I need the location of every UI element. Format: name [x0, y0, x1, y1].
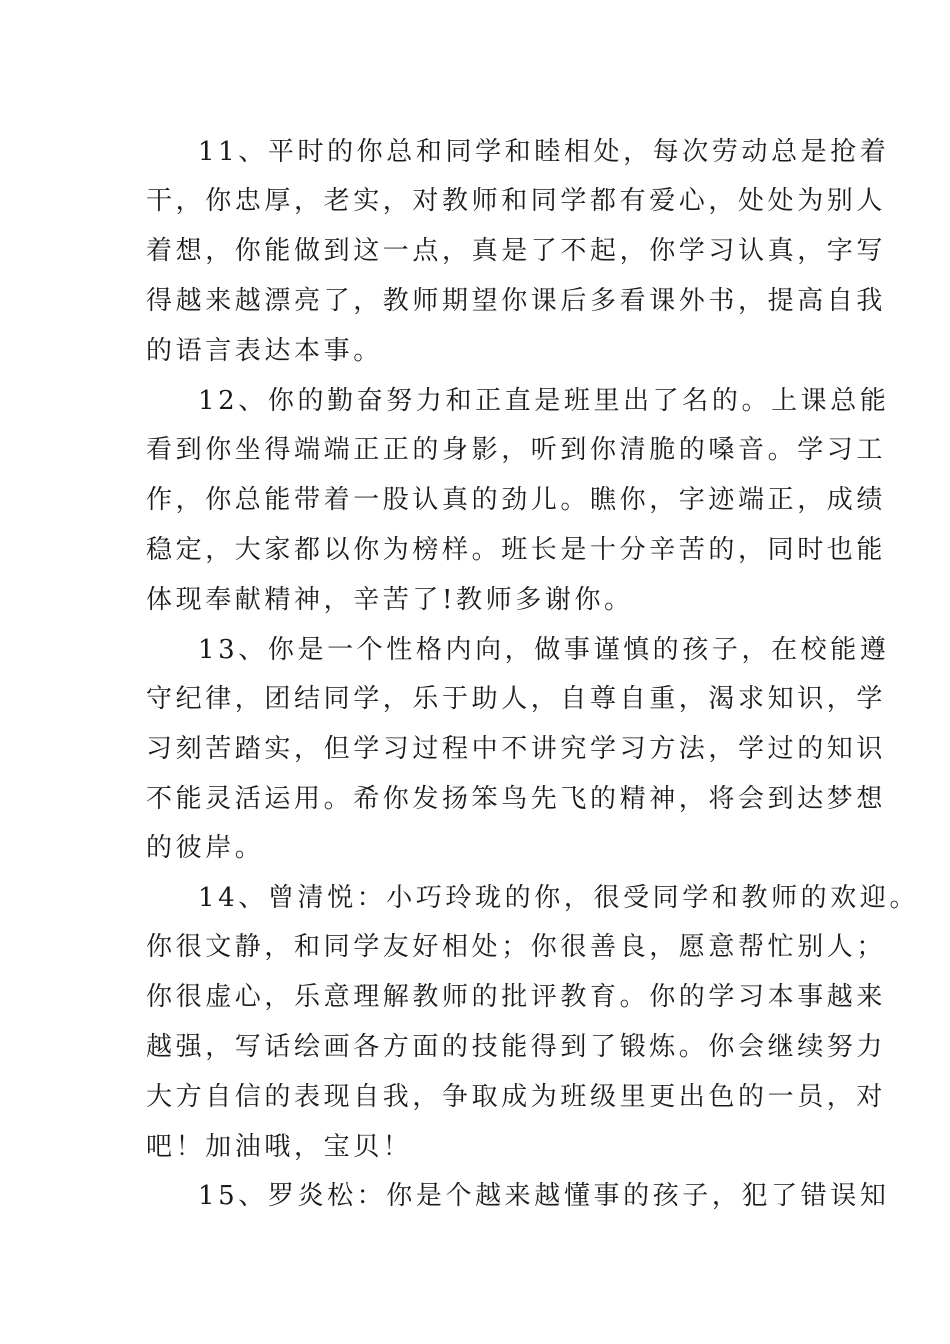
- paragraph-14-line-2: 你很文静，和同学友好相处；你很善良，愿意帮忙别人；: [146, 932, 887, 962]
- paragraph-14-line-4: 越强，写话绘画各方面的技能得到了锻炼。你会继续努力: [146, 1032, 887, 1062]
- paragraph-11-line-2: 干，你忠厚，老实，对教师和同学都有爱心，处处为别人: [146, 186, 887, 216]
- paragraph-14-line-6: 吧！加油哦，宝贝！: [146, 1132, 413, 1162]
- paragraph-11-line-5: 的语言表达本事。: [146, 336, 383, 366]
- paragraph-11-line-3: 着想，你能做到这一点，真是了不起，你学习认真，字写: [146, 236, 887, 266]
- paragraph-12-line-1: 12、你的勤奋努力和正直是班里出了名的。上课总能: [198, 386, 890, 416]
- paragraph-13-line-1: 13、你是一个性格内向，做事谨慎的孩子，在校能遵: [198, 635, 890, 665]
- paragraph-12-line-4: 稳定，大家都以你为榜样。班长是十分辛苦的，同时也能: [146, 535, 887, 565]
- paragraph-12-line-2: 看到你坐得端端正正的身影，听到你清脆的嗓音。学习工: [146, 435, 887, 465]
- paragraph-14-line-3: 你很虚心，乐意理解教师的批评教育。你的学习本事越来: [146, 982, 887, 1012]
- paragraph-13-line-5: 的彼岸。: [146, 833, 265, 863]
- paragraph-13-line-3: 习刻苦踏实，但学习过程中不讲究学习方法，学过的知识: [146, 734, 887, 764]
- paragraph-12-line-5: 体现奉献精神，辛苦了!教师多谢你。: [146, 585, 634, 615]
- paragraph-14-line-1: 14、曾清悦：小巧玲珑的你，很受同学和教师的欢迎。: [198, 883, 920, 913]
- paragraph-14-line-5: 大方自信的表现自我，争取成为班级里更出色的一员，对: [146, 1082, 887, 1112]
- paragraph-11-line-4: 得越来越漂亮了，教师期望你课后多看课外书，提高自我: [146, 286, 887, 316]
- paragraph-13-line-4: 不能灵活运用。希你发扬笨鸟先飞的精神，将会到达梦想: [146, 784, 887, 814]
- paragraph-13-line-2: 守纪律，团结同学，乐于助人，自尊自重，渴求知识，学: [146, 684, 887, 714]
- paragraph-15-line-1: 15、罗炎松：你是个越来越懂事的孩子，犯了错误知: [198, 1181, 890, 1211]
- paragraph-11-line-1: 11、平时的你总和同学和睦相处，每次劳动总是抢着: [198, 137, 890, 167]
- paragraph-12-line-3: 作，你总能带着一股认真的劲儿。瞧你，字迹端正，成绩: [146, 485, 887, 515]
